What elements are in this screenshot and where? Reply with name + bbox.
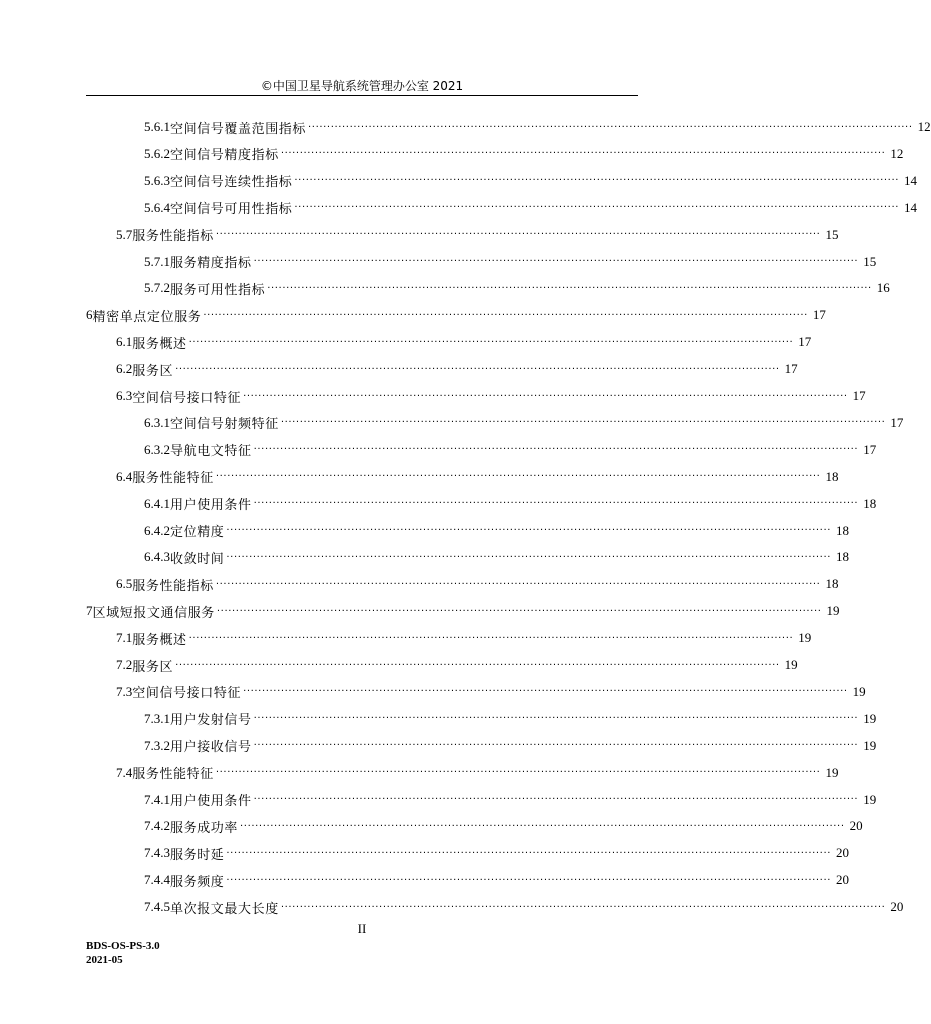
toc-entry[interactable] (86, 195, 917, 221)
toc-entry-page: 18 (836, 522, 849, 538)
toc-leader-dots: ································································································································································ (253, 498, 859, 510)
toc-leader-dots: ································································································································································ (253, 256, 859, 267)
toc-entry-number: 7.3.2 (144, 737, 170, 753)
toc-leader-dots: ································································································································································ (226, 525, 831, 536)
toc-entry-page: 14 (904, 172, 917, 188)
toc-entry-number: 6.1 (116, 334, 133, 350)
toc-entry[interactable] (86, 679, 866, 705)
toc-leader-dots: ································································································································································ (253, 740, 859, 752)
toc-leader-dots: ································································································································································ (188, 632, 794, 644)
toc-entry-page: 17 (890, 414, 904, 430)
toc-entry[interactable] (86, 544, 849, 570)
toc-entry-title: 服务区 (132, 363, 174, 379)
toc-entry-title: 服务成功率 (170, 820, 239, 836)
toc-entry[interactable] (86, 894, 904, 920)
toc-entry-page: 19 (863, 737, 877, 753)
toc-entry-number: 6 (86, 307, 93, 323)
toc-leader-dots: ································································································································································ (280, 417, 886, 429)
toc-entry-title: 服务精度指标 (170, 256, 252, 271)
toc-entry[interactable] (86, 625, 812, 651)
toc-entry-title: 空间信号连续性指标 (170, 175, 293, 191)
toc-leader-dots: ································································································································································ (216, 605, 822, 617)
toc-entry-title: 空间信号接口特征 (132, 390, 242, 406)
toc-entry-title: 区域短报文通信服务 (92, 605, 215, 621)
toc-entry-page: 20 (836, 872, 849, 888)
toc-entry-page: 17 (784, 361, 798, 377)
toc-entry-number: 6.3.1 (144, 414, 170, 430)
toc-entry-page: 19 (825, 764, 839, 780)
toc-entry-page: 14 (904, 199, 917, 215)
toc-leader-dots: ································································································································································ (226, 847, 831, 859)
toc-leader-dots: ································································································································································ (175, 659, 780, 671)
toc-leader-dots: ································································································································································ (280, 148, 886, 160)
toc-entry[interactable] (86, 652, 798, 678)
toc-entry-page: 19 (784, 657, 798, 672)
toc-leader-dots: ································································································································································ (253, 713, 859, 725)
toc-entry-page: 18 (863, 495, 877, 511)
toc-entry-number: 5.6.2 (144, 145, 170, 161)
toc-entry-page: 20 (890, 899, 904, 915)
toc-entry-number: 6.2 (116, 361, 133, 377)
toc-entry-page: 19 (863, 710, 877, 726)
toc-entry[interactable] (86, 598, 840, 624)
toc-entry-number: 7.4.2 (144, 818, 170, 834)
toc-leader-dots: ································································································································································ (243, 390, 848, 402)
toc-entry-title: 服务性能指标 (132, 229, 214, 245)
toc-entry[interactable] (86, 437, 877, 463)
toc-entry-number: 5.7.1 (144, 253, 170, 269)
toc-entry-page: 19 (863, 791, 877, 807)
toc-entry-title: 定位精度 (170, 525, 225, 540)
toc-entry-title: 导航电文特征 (170, 444, 252, 460)
toc-leader-dots: ································································································································································ (294, 175, 899, 187)
toc-entry-number: 5.7.2 (144, 280, 170, 296)
toc-entry-title: 服务区 (132, 659, 174, 675)
toc-entry-title: 空间信号射频特征 (170, 417, 279, 433)
toc-entry-number: 6.4.1 (144, 495, 170, 511)
toc-entry-title: 服务性能特征 (132, 767, 214, 783)
toc-entry[interactable] (86, 168, 917, 194)
toc-entry-number: 6.3.2 (144, 441, 170, 457)
toc-entry-number: 7.3 (116, 683, 133, 699)
toc-entry-title: 精密单点定位服务 (92, 309, 202, 325)
toc-entry-page: 17 (852, 388, 866, 403)
toc-entry-page: 16 (876, 280, 890, 296)
toc-entry-title: 用户发射信号 (170, 713, 252, 729)
toc-leader-dots: ································································································································································ (203, 309, 808, 321)
toc-entry-number: 6.4 (116, 468, 133, 484)
toc-entry-title: 用户接收信号 (170, 740, 252, 756)
toc-entry-page: 15 (825, 226, 839, 242)
table-of-contents (86, 114, 931, 924)
toc-entry[interactable] (86, 491, 877, 517)
toc-entry-title: 空间信号可用性指标 (170, 202, 293, 218)
toc-entry-number: 5.6.1 (144, 119, 170, 134)
toc-entry-title: 服务时延 (170, 847, 225, 863)
toc-entry-page: 12 (917, 119, 931, 134)
toc-entry-page: 19 (852, 683, 866, 699)
toc-entry-title: 用户使用条件 (170, 498, 252, 514)
toc-entry-title: 用户使用条件 (170, 794, 252, 809)
toc-entry-page: 17 (863, 441, 877, 457)
footer-date: 2021-05 (86, 954, 123, 966)
toc-entry[interactable] (86, 787, 877, 813)
toc-entry-title: 收敛时间 (170, 551, 225, 567)
toc-entry[interactable] (86, 302, 826, 328)
toc-entry-number: 5.6.3 (144, 172, 170, 188)
toc-entry[interactable] (86, 275, 890, 301)
toc-entry[interactable] (86, 249, 877, 275)
toc-entry-page: 19 (826, 603, 840, 619)
toc-entry[interactable] (86, 222, 839, 248)
toc-leader-dots: ································································································································································ (175, 363, 780, 375)
toc-entry-title: 服务概述 (132, 632, 187, 648)
toc-entry[interactable] (86, 706, 877, 732)
toc-leader-dots: ································································································································································ (215, 471, 821, 483)
toc-entry-number: 7.4 (116, 764, 133, 780)
toc-entry-page: 17 (798, 334, 812, 350)
toc-leader-dots: ································································································································································ (308, 121, 913, 133)
toc-entry-page: 12 (890, 145, 904, 161)
toc-entry-number: 7 (86, 603, 93, 619)
toc-entry-title: 单次报文最大长度 (170, 901, 279, 917)
toc-entry-page: 19 (798, 630, 812, 646)
toc-entry-page: 15 (863, 253, 877, 269)
toc-entry-number: 6.4.3 (144, 549, 170, 565)
toc-leader-dots: ································································································································································ (188, 336, 794, 348)
running-header: ©中国卫星导航系统管理办公室 2021 (260, 79, 464, 93)
toc-entry[interactable] (86, 356, 798, 382)
toc-leader-dots: ································································································································································ (294, 202, 899, 214)
toc-entry[interactable] (86, 464, 839, 490)
toc-entry-number: 6.3 (116, 388, 133, 403)
toc-entry[interactable] (86, 329, 812, 355)
toc-leader-dots: ································································································································································ (267, 282, 872, 294)
toc-entry-title: 空间信号精度指标 (170, 148, 279, 164)
toc-leader-dots: ································································································································································ (215, 229, 821, 241)
toc-entry-title: 服务性能特征 (132, 471, 214, 487)
toc-entry[interactable] (86, 518, 849, 544)
toc-entry[interactable] (86, 867, 849, 893)
toc-entry-title: 服务性能指标 (132, 578, 214, 594)
toc-leader-dots: ································································································································································ (253, 794, 859, 805)
toc-entry[interactable] (86, 141, 904, 167)
toc-leader-dots: ································································································································································ (243, 686, 848, 698)
toc-entry-number: 5.6.4 (144, 199, 170, 215)
toc-entry-number: 7.4.4 (144, 872, 170, 888)
toc-entry-number: 7.4.3 (144, 845, 170, 861)
toc-entry-number: 6.5 (116, 576, 133, 592)
toc-entry-title: 服务频度 (170, 874, 225, 890)
toc-entry-page: 18 (825, 576, 839, 592)
toc-entry-page: 18 (825, 468, 839, 484)
toc-entry-title: 空间信号接口特征 (132, 686, 242, 702)
footer-doc-id: BDS-OS-PS-3.0 (86, 940, 160, 952)
toc-entry-number: 7.2 (116, 657, 133, 672)
toc-entry-title: 空间信号覆盖范围指标 (170, 121, 307, 137)
toc-entry-page: 20 (849, 818, 863, 834)
toc-entry[interactable] (86, 813, 863, 839)
toc-entry-number: 6.4.2 (144, 522, 170, 538)
toc-entry-title: 服务概述 (132, 336, 187, 352)
toc-entry[interactable] (86, 410, 904, 436)
toc-leader-dots: ································································································································································ (280, 901, 886, 913)
page-number: II (357, 921, 367, 936)
toc-leader-dots: ································································································································································ (253, 444, 859, 456)
toc-entry-number: 5.7 (116, 226, 133, 242)
toc-leader-dots: ································································································································································ (215, 767, 821, 779)
toc-leader-dots: ································································································································································ (240, 820, 845, 832)
toc-leader-dots: ································································································································································ (215, 578, 821, 590)
toc-entry[interactable] (86, 114, 931, 140)
toc-entry[interactable] (86, 571, 839, 597)
toc-entry[interactable] (86, 840, 849, 866)
toc-entry[interactable] (86, 733, 877, 759)
toc-entry-number: 7.4.5 (144, 899, 170, 915)
toc-entry-number: 7.1 (116, 630, 133, 646)
toc-entry[interactable] (86, 383, 866, 409)
toc-entry-page: 18 (836, 549, 849, 565)
toc-entry-number: 7.4.1 (144, 791, 170, 807)
toc-entry-page: 17 (812, 307, 826, 323)
toc-entry[interactable] (86, 760, 839, 786)
toc-leader-dots: ································································································································································ (226, 551, 831, 563)
toc-entry-page: 20 (836, 845, 849, 861)
toc-entry-title: 服务可用性指标 (170, 282, 266, 298)
document-footer (86, 939, 160, 967)
toc-leader-dots: ································································································································································ (226, 874, 831, 886)
toc-entry-number: 7.3.1 (144, 710, 170, 726)
header-rule (86, 95, 638, 96)
